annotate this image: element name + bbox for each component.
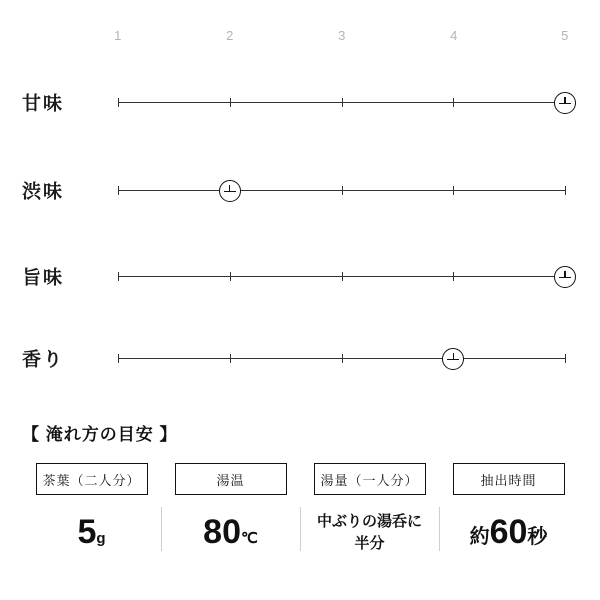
scale-tick <box>453 98 454 107</box>
scale-track <box>118 190 565 191</box>
scale-row-sweetness <box>0 80 600 124</box>
guide-value-unit: 秒 <box>527 526 548 548</box>
guide-column-water-volume <box>300 463 439 555</box>
guide-value-temperature <box>203 511 258 554</box>
guide-value-unit: ℃ <box>240 530 258 547</box>
guide-column-temperature <box>161 463 300 555</box>
scale-tick <box>342 98 343 107</box>
scale-marker <box>442 348 464 370</box>
scale-row-label: 旨味 <box>22 267 65 289</box>
scale-tick <box>565 186 566 195</box>
guide-header-steep-time: 抽出時間 <box>453 463 565 495</box>
guide-header-water-volume: 湯量（一人分） <box>314 463 426 495</box>
guide-value-number: 5 <box>77 513 97 551</box>
scale-tick <box>118 272 119 281</box>
scale-tick <box>118 98 119 107</box>
guide-value-prefix: 約 <box>469 526 490 548</box>
scale-row-label: 甘味 <box>22 93 65 115</box>
axis-tick-3: 3 <box>338 28 346 43</box>
guide-value-unit: g <box>96 530 106 547</box>
scale-row-label: 香り <box>22 349 65 371</box>
scale-tick <box>230 354 231 363</box>
scale-row-label: 渋味 <box>22 181 65 203</box>
guide-column-leaves <box>22 463 161 555</box>
scale-row-astringency <box>0 168 600 212</box>
scale-track <box>118 358 565 359</box>
scale-tick <box>453 272 454 281</box>
guide-value-leaves <box>77 511 105 554</box>
guide-column-steep-time <box>439 463 578 555</box>
scale-marker <box>554 266 576 288</box>
scale-marker <box>219 180 241 202</box>
scale-tick <box>230 272 231 281</box>
scale-tick <box>453 186 454 195</box>
brewing-guide-title: 【 淹れ方の目安 】 <box>22 425 178 444</box>
scale-row-aroma <box>0 336 600 380</box>
scale-track <box>118 276 565 277</box>
guide-value-line1: 中ぶりの湯呑に <box>316 513 422 530</box>
scale-tick <box>230 98 231 107</box>
axis-tick-2: 2 <box>226 28 234 43</box>
guide-value-number: 60 <box>489 513 528 551</box>
guide-value-line2: 半分 <box>354 534 385 552</box>
scale-tick <box>118 354 119 363</box>
scale-tick <box>565 354 566 363</box>
scale-tick <box>342 272 343 281</box>
scale-track <box>118 102 565 103</box>
scale-tick <box>342 354 343 363</box>
guide-value-water-volume <box>317 511 422 555</box>
guide-value-steep-time <box>470 511 548 554</box>
brewing-guide <box>0 420 600 555</box>
axis-tick-5: 5 <box>561 28 569 43</box>
brewing-guide-table <box>22 463 578 555</box>
scale-row-umami <box>0 254 600 298</box>
axis-tick-labels <box>0 28 600 46</box>
guide-header-leaves: 茶葉（二人分） <box>36 463 148 495</box>
axis-tick-1: 1 <box>114 28 122 43</box>
guide-header-temperature: 湯温 <box>175 463 287 495</box>
axis-tick-4: 4 <box>450 28 458 43</box>
scale-tick <box>342 186 343 195</box>
scale-tick <box>118 186 119 195</box>
guide-value-number: 80 <box>203 513 241 551</box>
scale-marker <box>554 92 576 114</box>
